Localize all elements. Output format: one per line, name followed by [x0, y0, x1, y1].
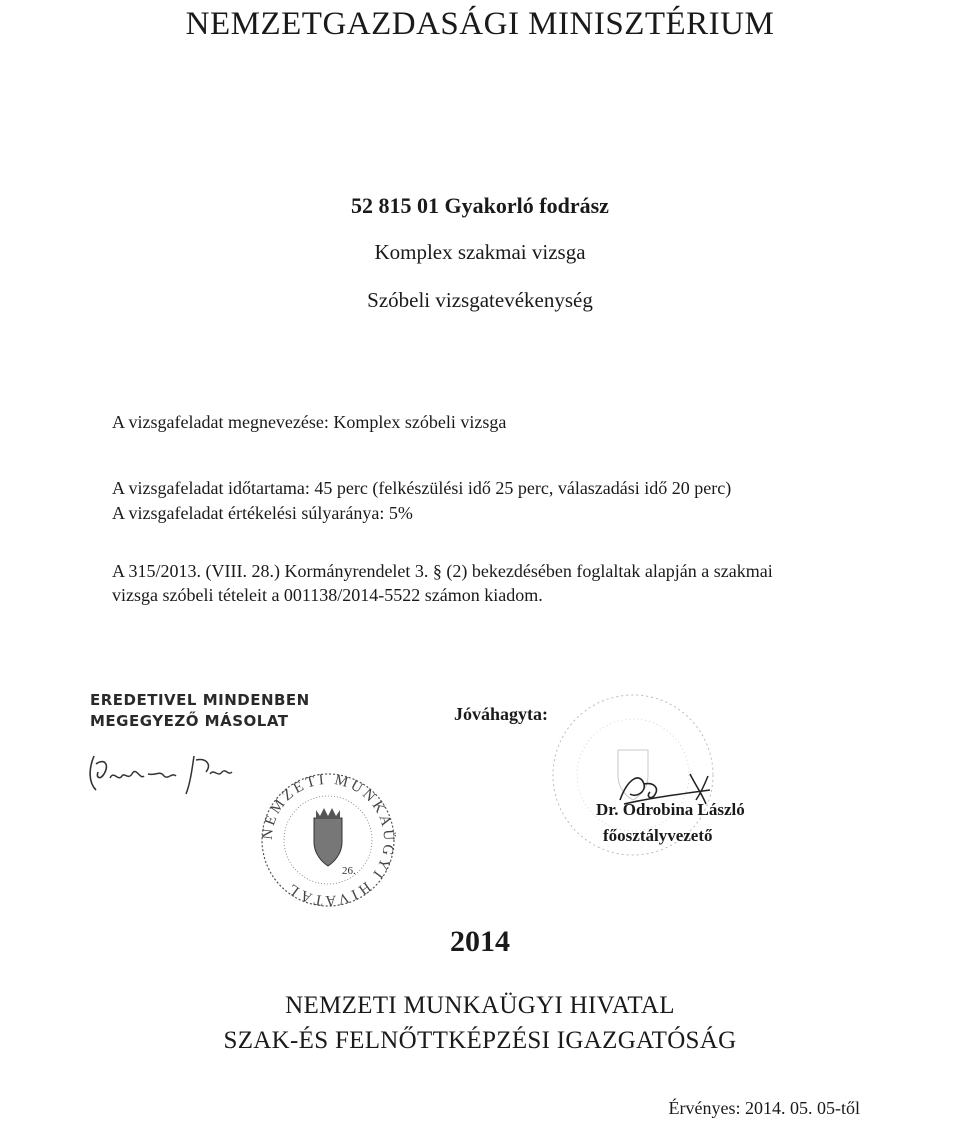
certified-copy-line-2: MEGEGYEZŐ MÁSOLAT: [90, 712, 289, 730]
task-weight: A vizsgafeladat értékelési súlyaránya: 5%: [112, 503, 413, 523]
seal-text: NEMZETI MUNKAÜGYI HIVATAL: [259, 771, 397, 909]
certified-copy-stamp: [90, 690, 310, 732]
issuing-directorate: SZAK-ÉS FELNŐTTKÉPZÉSI IGAZGATÓSÁG: [223, 1027, 737, 1054]
coat-of-arms-icon: [314, 808, 342, 866]
validity-date: Érvényes: 2014. 05. 05-től: [668, 1098, 860, 1118]
approval-label: Jóváhagyta:: [454, 704, 548, 724]
signer-role: főosztályvezető: [603, 826, 713, 845]
handwritten-signature-left: [86, 750, 256, 800]
legal-paragraph-line-2: vizsga szóbeli tételeit a 001138/2014-5522 számon kiadom.: [112, 585, 543, 605]
exam-activity: Szóbeli vizsgatevékenység: [367, 288, 593, 312]
legal-paragraph-line-1: A 315/2013. (VIII. 28.) Kormányrendelet 3. § (2) bekezdésében foglaltak alapján a szakmai: [112, 561, 773, 581]
official-seal: [258, 770, 398, 910]
task-name: A vizsgafeladat megnevezése: Komplex szóbeli vizsga: [112, 412, 507, 432]
exam-type: Komplex szakmai vizsga: [374, 240, 586, 264]
issuing-office: NEMZETI MUNKAÜGYI HIVATAL: [285, 992, 675, 1019]
signer-name: Dr. Odrobina László: [596, 800, 745, 819]
qualification-title: 52 815 01 Gyakorló fodrász: [351, 193, 609, 218]
certified-copy-line-1: EREDETIVEL MINDENBEN: [90, 691, 310, 709]
task-duration: A vizsgafeladat időtartama: 45 perc (felkészülési idő 25 perc, válaszadási idő 20 perc): [112, 478, 732, 498]
seal-number: 26.: [342, 865, 356, 877]
document-year: 2014: [450, 925, 510, 958]
ministry-header: NEMZETGAZDASÁGI MINISZTÉRIUM: [185, 6, 775, 42]
